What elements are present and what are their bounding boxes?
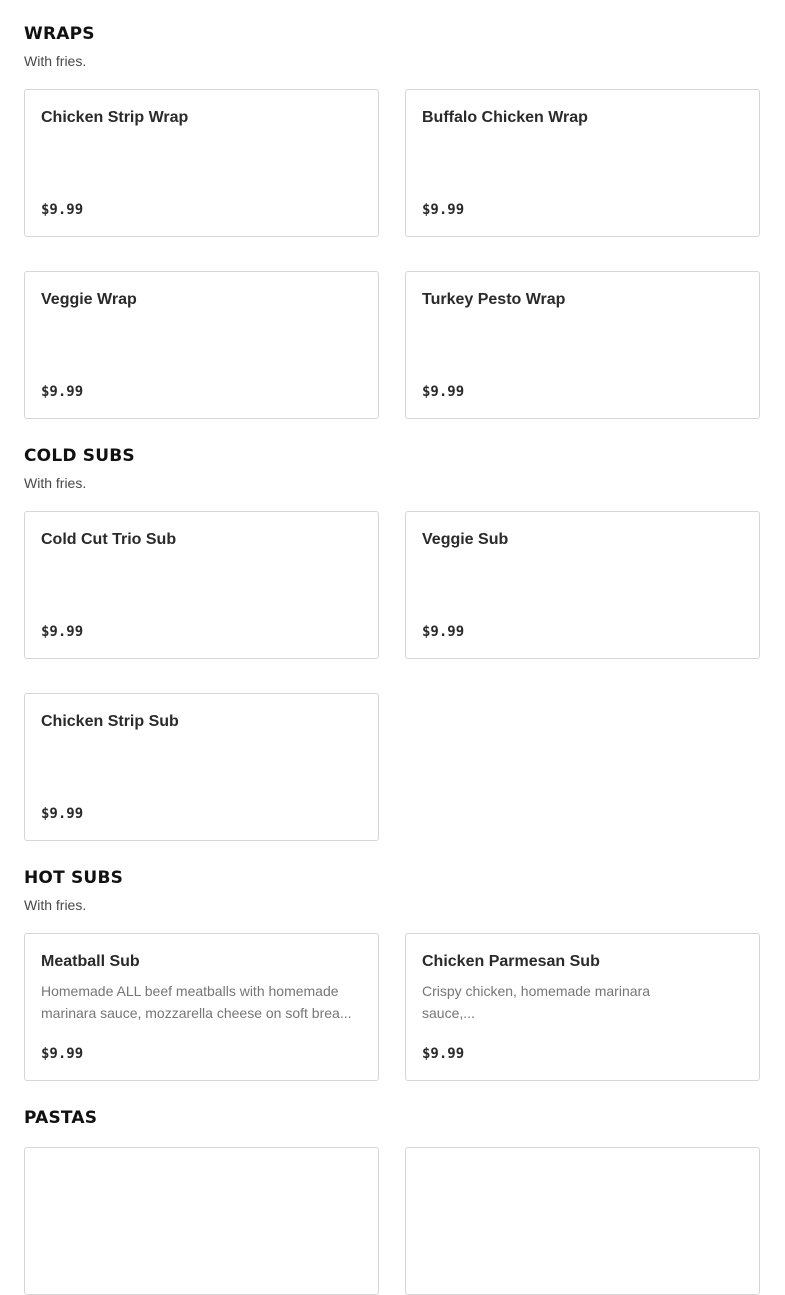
menu-item-card[interactable] bbox=[24, 933, 379, 1081]
section-description: With fries. bbox=[24, 897, 87, 913]
menu-item-price: $9.99 bbox=[41, 806, 84, 822]
menu-item-name: Veggie Wrap bbox=[41, 291, 137, 308]
menu-item-price: $9.99 bbox=[41, 202, 84, 218]
menu-item-price: $9.99 bbox=[422, 202, 465, 218]
section-title: WRAPS bbox=[24, 24, 95, 44]
menu-item-description: Crispy chicken, homemade marinara sauce,... bbox=[422, 983, 650, 1021]
menu-item-price: $9.99 bbox=[422, 624, 465, 640]
menu-item-card[interactable] bbox=[405, 933, 760, 1081]
section-cold-subs bbox=[24, 446, 761, 492]
menu-item-card[interactable] bbox=[405, 1147, 760, 1295]
menu-item-card[interactable] bbox=[405, 271, 760, 419]
menu-item-card[interactable] bbox=[24, 271, 379, 419]
section-description: With fries. bbox=[24, 475, 87, 491]
section-wraps bbox=[24, 24, 761, 70]
section-hot-subs bbox=[24, 868, 761, 914]
menu-item-name: Chicken Strip Wrap bbox=[41, 109, 189, 126]
menu-item-price: $9.99 bbox=[41, 624, 84, 640]
menu-item-name: Chicken Strip Sub bbox=[41, 713, 179, 730]
section-description: With fries. bbox=[24, 53, 87, 69]
menu-item-name: Cold Cut Trio Sub bbox=[41, 531, 177, 548]
menu-item-price: $9.99 bbox=[422, 1046, 465, 1062]
section-title: PASTAS bbox=[24, 1108, 98, 1128]
menu-item-price: $9.99 bbox=[422, 384, 465, 400]
menu-item-description: Homemade ALL beef meatballs with homemade marinara sauce, mozzarella cheese on soft brea... bbox=[41, 983, 352, 1021]
menu-item-name: Veggie Sub bbox=[422, 531, 509, 548]
menu-item-card[interactable] bbox=[24, 511, 379, 659]
menu-item-card[interactable] bbox=[405, 89, 760, 237]
menu-item-card[interactable] bbox=[24, 693, 379, 841]
menu-item-price: $9.99 bbox=[41, 1046, 84, 1062]
menu-item-card[interactable] bbox=[24, 1147, 379, 1295]
menu-item-name: Buffalo Chicken Wrap bbox=[422, 109, 588, 126]
menu-item-name: Turkey Pesto Wrap bbox=[422, 291, 566, 308]
menu-item-name: Meatball Sub bbox=[41, 953, 140, 970]
section-title: HOT SUBS bbox=[24, 868, 124, 888]
menu-item-card[interactable] bbox=[24, 89, 379, 237]
section-title: COLD SUBS bbox=[24, 446, 135, 466]
menu-item-price: $9.99 bbox=[41, 384, 84, 400]
menu-item-name: Chicken Parmesan Sub bbox=[422, 953, 600, 970]
section-pastas bbox=[24, 1108, 761, 1128]
menu-item-card[interactable] bbox=[405, 511, 760, 659]
